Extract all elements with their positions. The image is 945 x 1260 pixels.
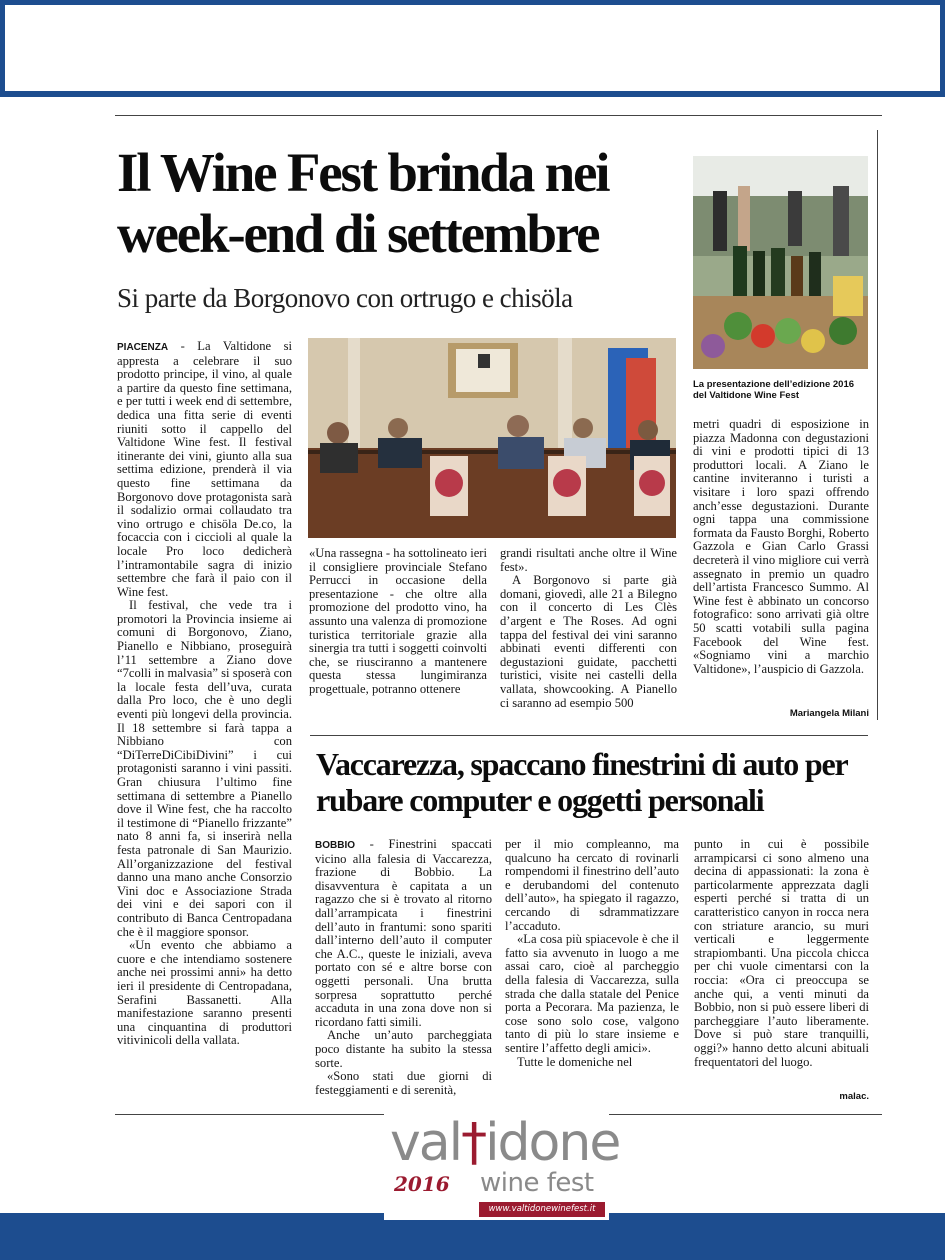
press-conference-photo [308, 338, 676, 538]
top-frame-blank [5, 5, 940, 91]
article2-paragraph: Tutte le domeniche nel [517, 1054, 633, 1069]
article1-paragraph: La Valtidone si appresta a celebrare il suo prodotto principe, il vino, al quale a partire da questo fine settimana, e per tutti i week end di settembre, dedica una fitta serie di eventi riuniti sotto il cappello del Valtidone Wine fest. Il festival itinerante dei vini, giunto alla sua settima edizione, prenderà il via questo fine settimana da Borgonovo dove protagonista sarà il sodalizio ormai collaudato tra vino ortrugo e chisöla De.co, la focaccia con i ciccioli al quale la locale Pro loco dedicherà l’intramontabile sagra di inizio settembre che farà il paio con il Wine fest. [117, 340, 292, 599]
article1-byline: Mariangela Milani [789, 708, 869, 719]
logo-wordmark [390, 1114, 619, 1172]
article1-paragraph: metri quadri di esposizione in piazza Madonna con degustazioni di vini e prodotti tipici di 13 produttori locali. A Ziano le cantine inviteranno i turisti a visitare i loro spazi offrendo anch’esse degustazioni. Durante ogni tappa una commissione formata da Fausto Borghi, Roberto Gazzola e Gian Carlo Grassi decreterà il vino migliore cui verrà assegnato in premio un quadro dell’artista Francesco Summo. Al Wine fest è abbinato un concorso fotografico: sono arrivati già oltre 50 scatti votabili sulla pagina Facebook del Wine fest. «Sogniamo vini a marchio Valtidone», l’auspicio di Gazzola. [693, 418, 869, 676]
article2-paragraph: punto in cui è possibile arrampicarsi ci sono almeno una decina di appassionati: la zona è particolarmente apprezzata dagli esperti perché si tratta di un caratteristico canyon in rocca nera con striature arancio, su muri verticali e leggermente strapiombanti. Una piccola chicca per chi vuole cimentarsi con la roccia: «Ora ci preoccupa se anche qui, a venti minuti da Bobbio, non si può essere liberi di parcheggiare l’auto liberamente. Dove si può stare tranquilli, oggi?» hanno detto alcuni abituali frequentatori del luogo. [694, 838, 869, 1069]
photo-caption: La presentazione dell’edizione 2016 del Valtidone Wine Fest [693, 379, 855, 401]
article2-column-1: BOBBIO - Finestrini spaccati vicino alla falesia di Vaccarezza, frazione di Bobbio. La disavventura è capitata a un ragazzo che si è trovato al ritorno dall’arrampicata i finestrini dell’auto in frantumi: sono spariti dall’interno dell’auto il computer che A.C., queste le iniziali, aveva portato con sé e altre borse con oggetti personali. Una brutta sorpresa soprattutto perché accaduta in una zona dove non si ricordano fatti simili. Anche un’auto parcheggiata poco distante ha subito la stessa sorte. «Sono stati due giorni di festeggiamenti e di serenità, [315, 838, 492, 1097]
article1-column-3 [500, 547, 677, 725]
article1-column-4 [693, 418, 869, 708]
article2-paragraph: Anche un’auto parcheggiata poco distante ha subito la stessa sorte. [315, 1028, 492, 1070]
bottom-frame-band [0, 1213, 945, 1260]
right-vertical-rule [877, 130, 878, 720]
article2-dateline: BOBBIO [315, 840, 355, 851]
article2-paragraph: «Sono stati due giorni di festeggiamenti e di serenità, [315, 1069, 492, 1097]
section-divider [310, 735, 868, 736]
article1-paragraph: Il festival, che vede tra i promotori la Provincia insieme ai comuni di Borgonovo, Ziano, Pianello e Nibbiano, proseguirà l’11 settembre a Ziano dove “7colli in malvasia” si sposerà con la locale festa dell’uva, curata dalla Pro loco, che è uno degli eventi più longevi della provincia. Il 18 settembre si farà tappa a Nibbiano con “DiTerreDiCibiDivini” i cui protagonisti saranno i vini passiti. Gran chiusura l’ultimo fine settimana di settembre a Pianello dove il Wine fest, che ha raccolto il testimone di “Pianello frizzante” nato 8 anni fa, si inserirà nella festa patronale di San Maurizio. All’organizzazione del festival danno una mano anche Consorzio Vini doc e Associazione Strada dei vini e dei sapori con il contributo di Banca Centropadana che è il maggiore sponsor. [117, 598, 292, 939]
article2-byline: malac. [839, 1091, 869, 1102]
article1-paragraph: «Una rassegna - ha sottolineato ieri il consigliere provinciale Stefano Perrucci in occasione della presentazione - che oltre alla promozione del prodotto vino, ha assunto una valenza di promozione turistica territoriale grazie alla sinergia tra tutti i soggetti coinvolti che, se riusciranno a mantenere questa stessa lungimiranza progettuale, potranno ottenere [309, 547, 487, 696]
article1-column-2 [309, 547, 487, 725]
article2-column-2 [505, 838, 679, 1104]
article1-paragraph: grandi risultati anche oltre il Wine fest». [500, 547, 677, 574]
logo-word-a: val [390, 1113, 462, 1173]
wine-market-photo [693, 156, 868, 369]
logo-word-b: idone [485, 1113, 620, 1173]
valtidone-wine-fest-logo [384, 1110, 620, 1220]
article1-paragraph: A Borgonovo si parte già domani, giovedì, alle 21 a Bilegno con il concerto di Les Clès d’argent e The Roses. Ad ogni tappa del festival dei vini saranno abbinati eventi differenti con degustazioni guidate, pacchetti turistici, visite nei castelli della vallata, showcooking. A Pianello ci saranno ad esempio 500 [500, 573, 677, 710]
logo-url: www.valtidonewinefest.it [479, 1202, 605, 1217]
article-headline: Il Wine Fest brinda nei week-end di settembre [117, 142, 609, 264]
article1-column-1: PIACENZA - La Valtidone si appresta a celebrare il suo prodotto principe, il vino, al quale a partire da questo fine settimana, e per tutti i week end di settembre, dedica una fitta serie di eventi riuniti sotto il cappello del Valtidone Wine fest. Il festival itinerante dei vini, giunto alla sua settima edizione, prenderà il via questo fine settimana da Borgonovo dove protagonista sarà il sodalizio ormai collaudato tra vino ortrugo e chisöla De.co, la focaccia con i ciccioli al quale la locale Pro loco dedicherà l’intramontabile sagra di inizio settembre che farà il paio con il Wine fest. Il festival, che vede tra i promotori la Provincia insieme ai comuni di Borgonovo, Ziano, Pianello e Nibbiano, proseguirà l’11 settembre a Ziano dove “7colli in malvasia” si sposerà con la locale festa dell’uva, curata dalla Pro loco, che è uno degli eventi più longevi della provincia. Il 18 settembre si farà tappa a Nibbiano con “DiTerreDiCibiDivini” i cui protagonisti saranno i vini passiti. Gran chiusura l’ultimo fine settimana di settembre a Pianello dove il Wine fest, che ha raccolto il testimone di “Pianello frizzante” nato 8 anni fa, si inserirà nella festa patronale di San Maurizio. All’organizzazione del festival danno una mano anche Consorzio Vini doc e Associazione Strada dei vini e dei sapori con il contributo di Banca Centropadana che è il maggiore sponsor. «Un evento che abbiamo a cuore e che intendiamo sostenere anche nei prossimi anni» ha detto ieri il presidente di Centropadana, Serafini Bassanetti. Alla manifestazione saranno presenti una cinquantina di produttori vitivinicoli della vallata. [117, 340, 292, 1048]
article2-headline: Vaccarezza, spaccano finestrini di auto per rubare computer e oggetti personali [316, 746, 847, 818]
article-subhead: Si parte da Borgonovo con ortrugo e chisöla [117, 283, 573, 313]
article2-column-3 [694, 838, 869, 1090]
article1-paragraph: «Un evento che abbiamo a cuore e che intendiamo sostenere anche nei prossimi anni» ha detto ieri il presidente di Centropadana, Serafini Bassanetti. Alla manifestazione saranno presenti una cinquantina di produttori vitivinicoli della vallata. [117, 938, 292, 1048]
top-frame-band [0, 0, 945, 97]
top-rule [115, 115, 882, 116]
article2-paragraph: per il mio compleanno, ma qualcuno ha cercato di rovinarli rompendomi il finestrino dell’auto e derubandomi del contenuto dell’auto», ha spiegato il ragazzo, cercando di sdrammatizzare l’accaduto. [505, 838, 679, 933]
article2-paragraph: «La cosa più spiacevole è che il fatto sia avvenuto in luogo a me assai caro, cioè al parcheggio della falesia di Vaccarezza, sulla strada che dalla statale del Penice porta a Pecorara. Ma pazienza, le cose sono solo cose, valgono tanto di più lo stare insieme e sentire l’affetto degli amici». [505, 932, 679, 1055]
article1-dateline: PIACENZA [117, 342, 169, 353]
article2-paragraph: Finestrini spaccati vicino alla falesia di Vaccarezza, frazione di Bobbio. La disavventura è capitata a un ragazzo che si è trovato al ritorno dall’arrampicata i finestrini dell’auto in frantumi: sono spariti dall’interno dell’auto il computer che A.C., queste le iniziali, aveva portato con sé e altre borse con oggetti personali. Una brutta sorpresa soprattutto perché accaduta in una zona dove non si ricordano fatti simili. [315, 838, 492, 1029]
corkscrew-icon: † [461, 1113, 486, 1173]
logo-year: 2016 [394, 1172, 450, 1196]
logo-subtitle: wine fest [480, 1168, 594, 1198]
